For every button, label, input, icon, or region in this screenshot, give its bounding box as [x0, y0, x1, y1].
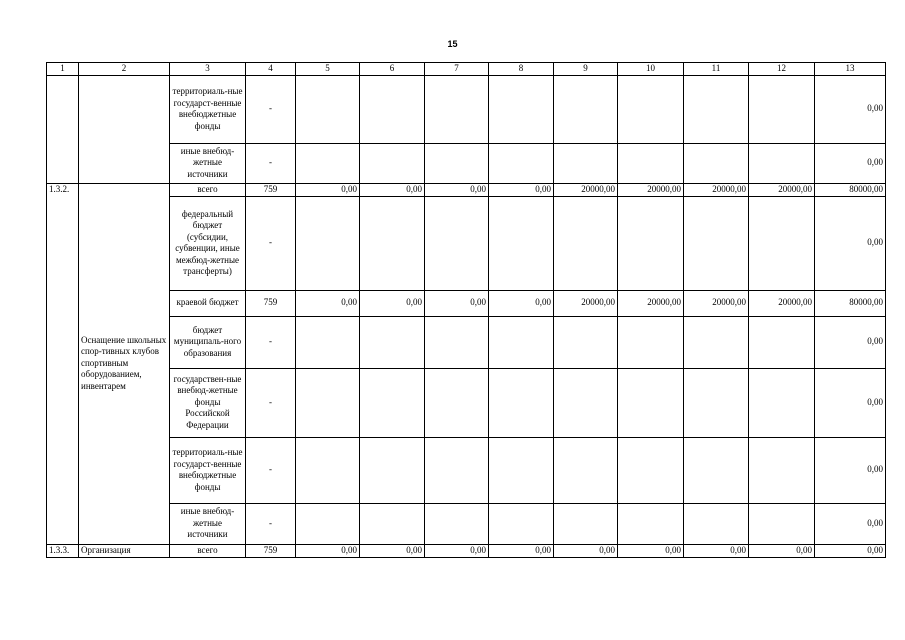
funding-source: всего: [170, 183, 246, 196]
value-cell: 0,00: [489, 290, 554, 316]
value-cell: [684, 196, 749, 290]
funding-source: краевой бюджет: [170, 290, 246, 316]
value-cell: 0,00: [425, 544, 489, 557]
column-header: 9: [554, 63, 618, 76]
value-cell: [296, 196, 360, 290]
value-cell: [554, 316, 618, 368]
value-cell: [360, 75, 425, 143]
value-cell: 0,00: [425, 290, 489, 316]
value-cell: 0,00: [489, 183, 554, 196]
code-cell: 759: [246, 544, 296, 557]
value-cell: 20000,00: [554, 183, 618, 196]
header-row: [47, 63, 886, 76]
row-name: [79, 75, 170, 183]
budget-table: [46, 62, 886, 558]
funding-source: бюджет муниципаль-ного образования: [170, 316, 246, 368]
value-cell: [489, 75, 554, 143]
value-cell: [296, 503, 360, 544]
value-cell: 0,00: [296, 183, 360, 196]
value-cell: [425, 196, 489, 290]
value-cell: 0,00: [360, 290, 425, 316]
value-cell: [425, 503, 489, 544]
code-cell: -: [246, 368, 296, 437]
value-cell: [618, 196, 684, 290]
value-cell: [749, 196, 815, 290]
value-cell: [618, 368, 684, 437]
row-name: Оснащение школьных спор-тивных клубов спортивным оборудованием, инвентарем: [79, 183, 170, 544]
value-cell: [684, 75, 749, 143]
row-number: 1.3.2.: [47, 183, 79, 544]
value-cell: [425, 368, 489, 437]
value-cell: 0,00: [749, 544, 815, 557]
table-row: [47, 290, 886, 316]
total-cell: 0,00: [815, 196, 886, 290]
table-row: [47, 75, 886, 143]
value-cell: [489, 143, 554, 183]
value-cell: [489, 316, 554, 368]
value-cell: [684, 368, 749, 437]
value-cell: [489, 368, 554, 437]
value-cell: [684, 143, 749, 183]
column-header: 7: [425, 63, 489, 76]
total-cell: 0,00: [815, 316, 886, 368]
value-cell: [425, 437, 489, 503]
total-cell: 80000,00: [815, 290, 886, 316]
code-cell: -: [246, 196, 296, 290]
code-cell: 759: [246, 290, 296, 316]
value-cell: 0,00: [684, 544, 749, 557]
value-cell: [749, 368, 815, 437]
value-cell: [618, 503, 684, 544]
value-cell: [618, 143, 684, 183]
column-header: 3: [170, 63, 246, 76]
value-cell: 0,00: [296, 544, 360, 557]
value-cell: [684, 437, 749, 503]
funding-source: федеральный бюджет (субсидии, субвенции, иные межбюд-жетные трансферты): [170, 196, 246, 290]
value-cell: [296, 143, 360, 183]
value-cell: 0,00: [554, 544, 618, 557]
value-cell: 20000,00: [618, 183, 684, 196]
value-cell: [684, 316, 749, 368]
row-name: Организация: [79, 544, 170, 557]
funding-source: территориаль-ные государст-венные внебюджетные фонды: [170, 437, 246, 503]
value-cell: [749, 143, 815, 183]
value-cell: [749, 316, 815, 368]
value-cell: [554, 196, 618, 290]
value-cell: 0,00: [360, 183, 425, 196]
value-cell: 20000,00: [749, 183, 815, 196]
value-cell: 20000,00: [749, 290, 815, 316]
funding-source: иные внебюд-жетные источники: [170, 503, 246, 544]
value-cell: [489, 196, 554, 290]
value-cell: 20000,00: [554, 290, 618, 316]
total-cell: 0,00: [815, 368, 886, 437]
value-cell: 0,00: [425, 183, 489, 196]
value-cell: [360, 437, 425, 503]
column-header: 8: [489, 63, 554, 76]
value-cell: [360, 316, 425, 368]
row-number: [47, 75, 79, 183]
table-row: [47, 143, 886, 183]
column-header: 13: [815, 63, 886, 76]
value-cell: [489, 437, 554, 503]
column-header: 5: [296, 63, 360, 76]
code-cell: -: [246, 316, 296, 368]
value-cell: [749, 503, 815, 544]
code-cell: -: [246, 75, 296, 143]
funding-source: государствен-ные внебюд-жетные фонды Российской Федерации: [170, 368, 246, 437]
page-number: 15: [447, 39, 458, 49]
value-cell: [360, 143, 425, 183]
value-cell: [296, 437, 360, 503]
code-cell: 759: [246, 183, 296, 196]
value-cell: [296, 368, 360, 437]
value-cell: [554, 143, 618, 183]
code-cell: -: [246, 503, 296, 544]
value-cell: [554, 368, 618, 437]
value-cell: [425, 143, 489, 183]
value-cell: [425, 75, 489, 143]
column-header: 10: [618, 63, 684, 76]
total-cell: 0,00: [815, 437, 886, 503]
value-cell: [360, 368, 425, 437]
funding-source: всего: [170, 544, 246, 557]
value-cell: [749, 75, 815, 143]
total-cell: 0,00: [815, 544, 886, 557]
total-cell: 0,00: [815, 75, 886, 143]
value-cell: [296, 75, 360, 143]
column-header: 4: [246, 63, 296, 76]
value-cell: [618, 316, 684, 368]
value-cell: 0,00: [296, 290, 360, 316]
value-cell: [360, 503, 425, 544]
value-cell: [554, 437, 618, 503]
table-row: [47, 183, 886, 196]
value-cell: [296, 316, 360, 368]
row-number: 1.3.3.: [47, 544, 79, 557]
total-cell: 0,00: [815, 503, 886, 544]
table-row: [47, 544, 886, 557]
column-header: 6: [360, 63, 425, 76]
value-cell: [425, 316, 489, 368]
table-row: [47, 196, 886, 290]
value-cell: 0,00: [489, 544, 554, 557]
total-cell: 0,00: [815, 143, 886, 183]
value-cell: [618, 75, 684, 143]
table-row: [47, 503, 886, 544]
code-cell: -: [246, 143, 296, 183]
value-cell: [684, 503, 749, 544]
funding-source: иные внебюд-жетные источники: [170, 143, 246, 183]
value-cell: 0,00: [360, 544, 425, 557]
value-cell: 20000,00: [618, 290, 684, 316]
table-row: [47, 316, 886, 368]
value-cell: [554, 75, 618, 143]
value-cell: [554, 503, 618, 544]
table-row: [47, 437, 886, 503]
value-cell: [618, 437, 684, 503]
code-cell: -: [246, 437, 296, 503]
funding-source: территориаль-ные государст-венные внебюджетные фонды: [170, 75, 246, 143]
value-cell: [749, 437, 815, 503]
column-header: 12: [749, 63, 815, 76]
column-header: 11: [684, 63, 749, 76]
value-cell: 0,00: [618, 544, 684, 557]
value-cell: 20000,00: [684, 290, 749, 316]
table-row: [47, 368, 886, 437]
value-cell: [360, 196, 425, 290]
total-cell: 80000,00: [815, 183, 886, 196]
column-header: 1: [47, 63, 79, 76]
value-cell: 20000,00: [684, 183, 749, 196]
value-cell: [489, 503, 554, 544]
column-header: 2: [79, 63, 170, 76]
